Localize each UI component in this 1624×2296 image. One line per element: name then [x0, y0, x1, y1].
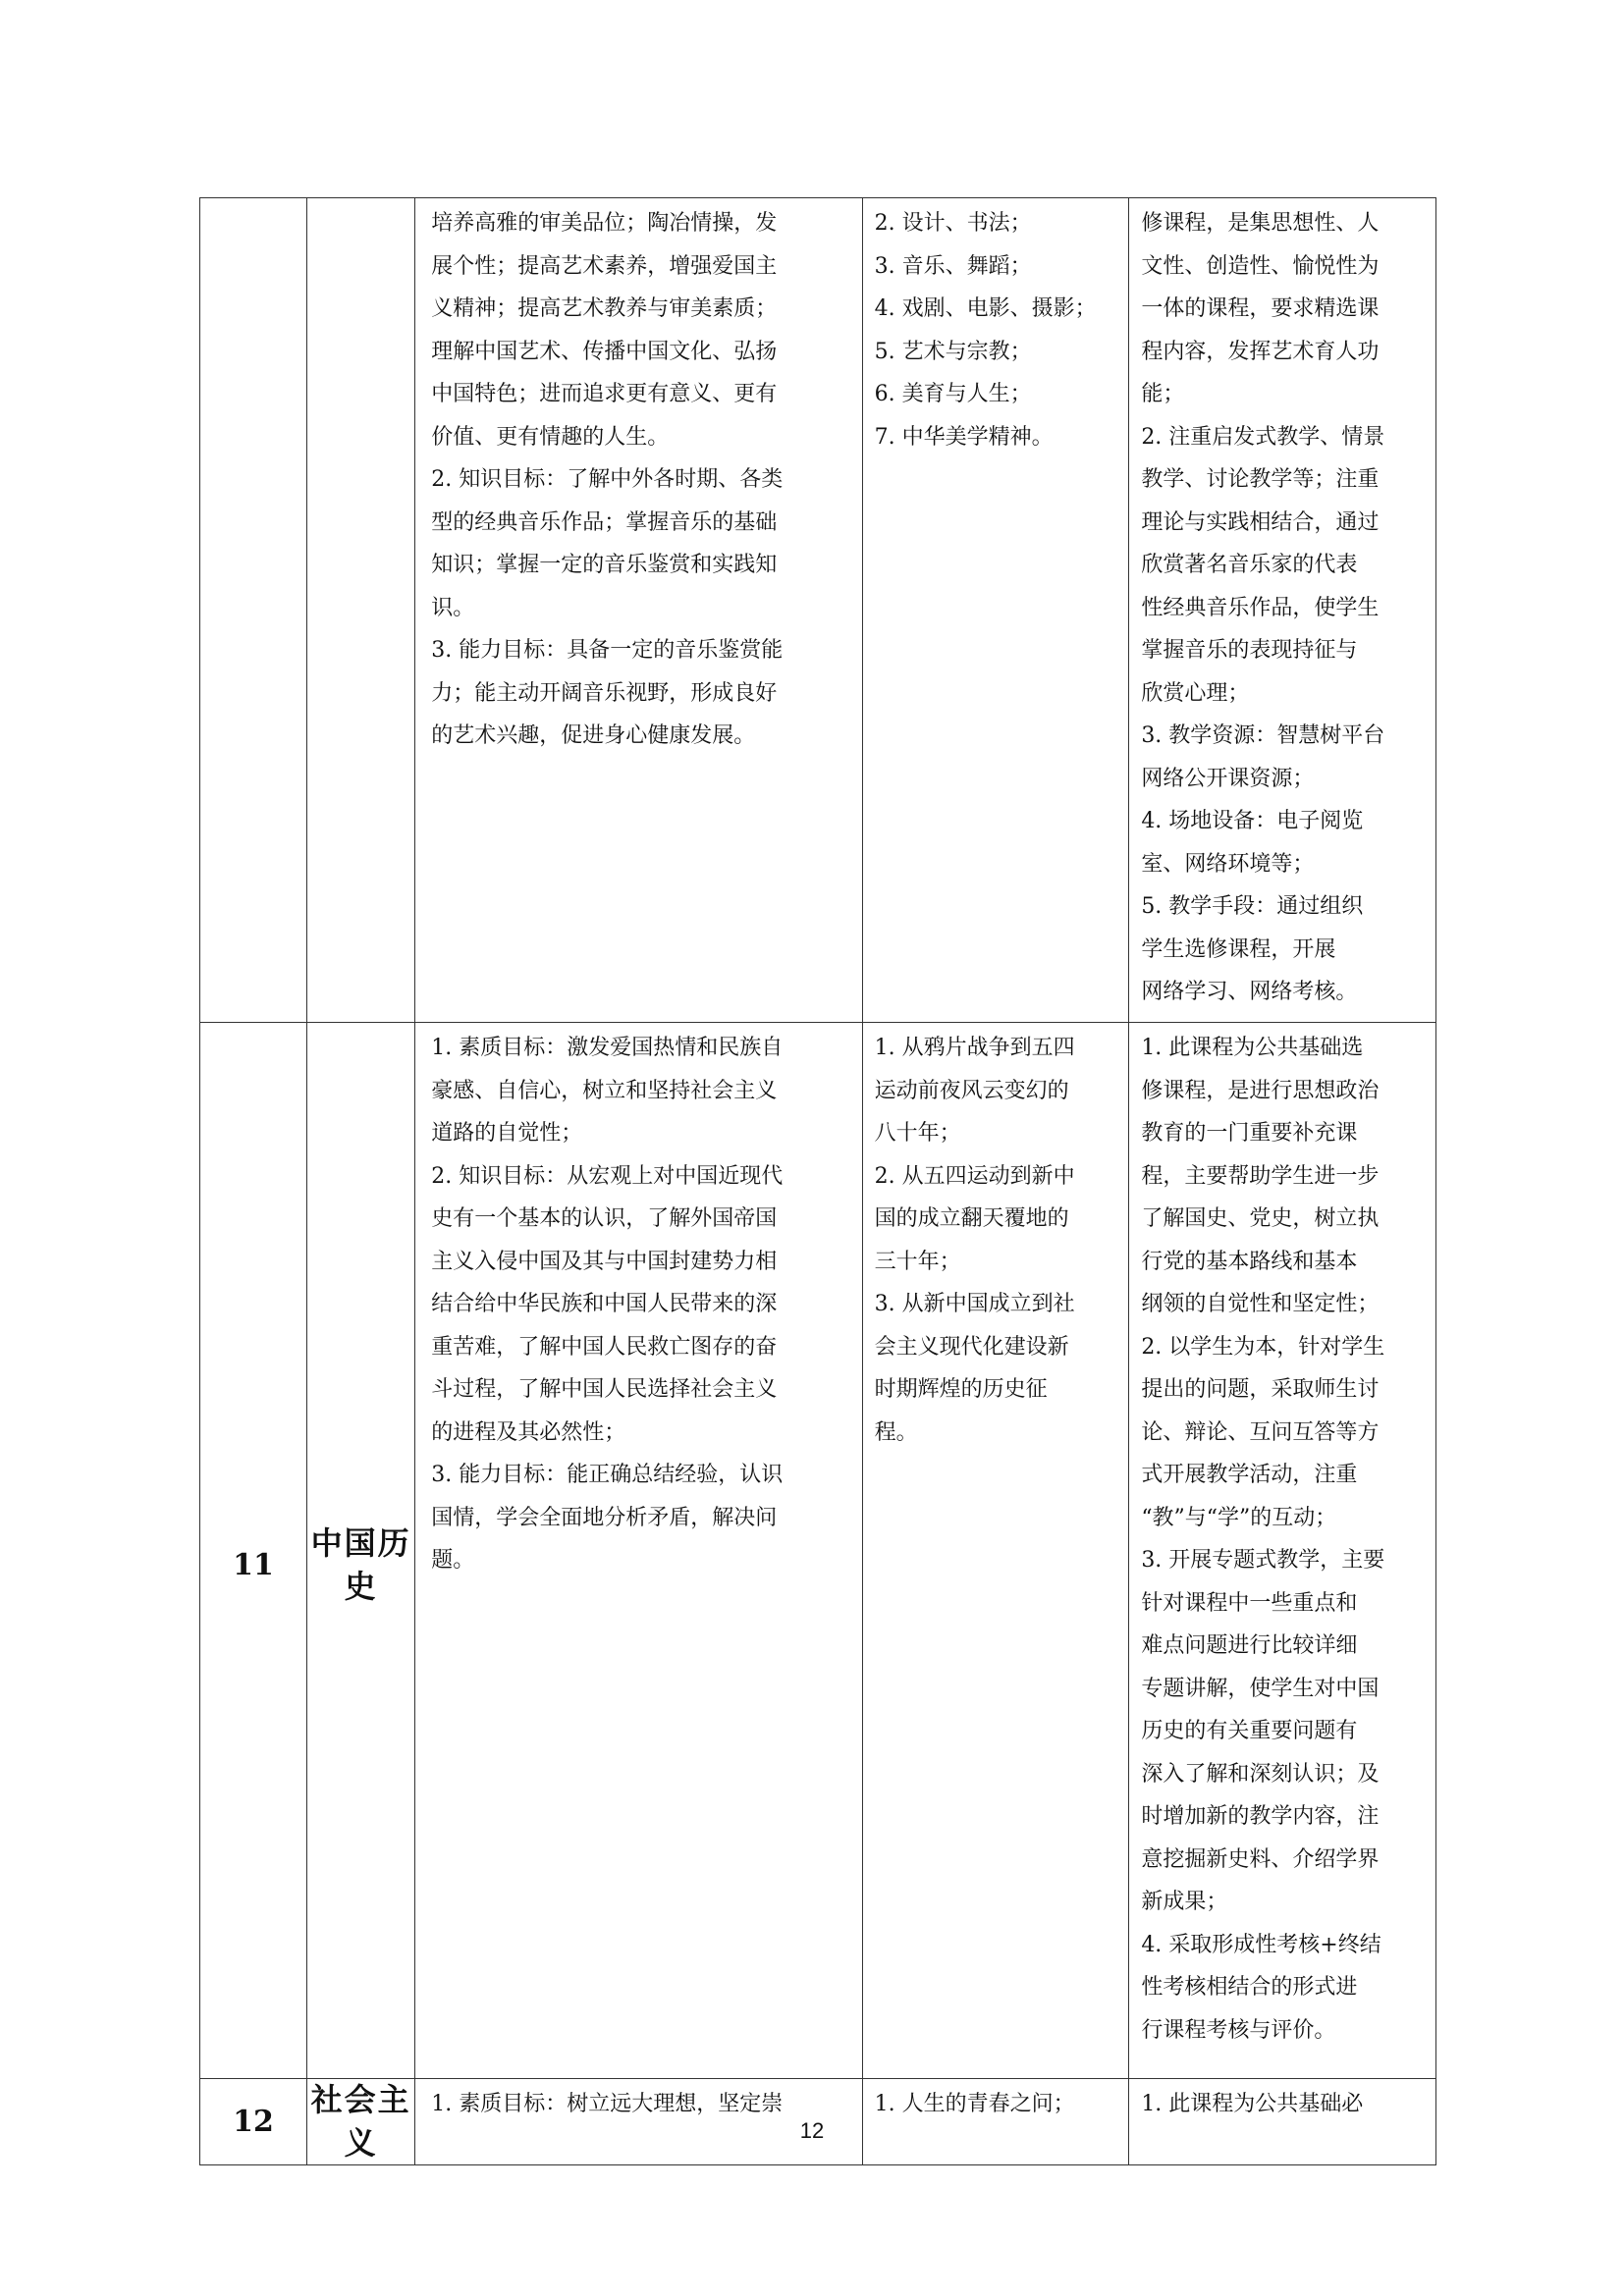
text-line: 4. 采取形成性考核+终结 [1141, 1932, 1381, 1957]
text-line: 程。 [874, 1419, 918, 1445]
course-table [199, 197, 1436, 2165]
text-line: 中国特色；进而追求更有意义、更有 [431, 382, 778, 406]
paragraph [1141, 416, 1426, 716]
text-line: 5. 教学手段：通过组织 [1141, 894, 1364, 919]
text-line: 2. 以学生为本，针对学生 [1141, 1334, 1385, 1360]
course-number-cell: 12 [200, 2079, 307, 2165]
text-line: 一体的课程，要求精选课 [1141, 296, 1380, 321]
text-line: 重苦难，了解中国人民救亡图存的奋 [431, 1334, 778, 1360]
course-name-cell: 社会主义 [307, 2079, 415, 2165]
text-line: 豪感、自信心，树立和坚持社会主义 [431, 1078, 778, 1103]
text-line: 理论与实践相结合，通过 [1141, 509, 1380, 535]
text-line: 3. 能力目标：具备一定的音乐鉴赏能 [431, 638, 784, 663]
text-line: 知识；掌握一定的音乐鉴赏和实践知 [431, 553, 778, 577]
paragraph [431, 1027, 849, 1155]
table-row [200, 198, 1436, 1023]
text-line: 道路的自觉性； [431, 1121, 583, 1146]
paragraph [1141, 1924, 1426, 2053]
paragraph [431, 1454, 849, 1582]
text-line: 网络学习、网络考核。 [1141, 980, 1358, 1004]
text-line: 1. 此课程为公共基础选 [1141, 1036, 1364, 1060]
paragraph [431, 458, 849, 629]
text-line: 了解国史、党史，树立执 [1141, 1206, 1380, 1231]
text-line: 结合给中华民族和中国人民带来的深 [431, 1292, 778, 1316]
text-line: 提出的问题，采取师生讨 [1141, 1377, 1380, 1402]
text-line: “教”与“学”的互动； [1141, 1505, 1337, 1530]
paragraph [875, 1027, 1121, 1155]
content-cell [862, 1023, 1129, 2079]
paragraph [875, 202, 1121, 245]
paragraph [431, 1155, 849, 1455]
text-line: 时期辉煌的历史征 [874, 1377, 1048, 1402]
text-line: 2. 设计、书法； [874, 211, 1032, 236]
text-line: 3. 开展专题式教学，主要 [1141, 1548, 1385, 1573]
text-line: 1. 此课程为公共基础必 [1141, 2092, 1364, 2116]
text-line: 行党的基本路线和基本 [1141, 1249, 1358, 1274]
text-line: 欣赏心理； [1141, 680, 1250, 706]
text-line: 国的成立翻天覆地的 [874, 1206, 1069, 1231]
text-line: 6. 美育与人生； [874, 382, 1032, 406]
text-line: 欣赏著名音乐家的代表 [1141, 553, 1358, 577]
course-number-cell [200, 198, 307, 1023]
text-line: 运动前夜风云变幻的 [874, 1078, 1069, 1103]
text-line: 识。 [431, 595, 475, 620]
paragraph [875, 373, 1121, 416]
paragraph [431, 202, 849, 458]
text-line: 3. 能力目标：能正确总结经验，认识 [431, 1463, 784, 1487]
paragraph [1141, 885, 1426, 1014]
text-line: 专题讲解，使学生对中国 [1141, 1676, 1380, 1701]
text-line: 式开展教学活动，注重 [1141, 1463, 1358, 1487]
text-line: 行课程考核与评价。 [1141, 2017, 1336, 2043]
text-line: 2. 知识目标：从宏观上对中国近现代 [431, 1163, 784, 1189]
paragraph [875, 288, 1121, 331]
paragraph [875, 331, 1121, 374]
objectives-cell [415, 198, 862, 1023]
text-line: 学生选修课程，开展 [1141, 936, 1336, 962]
text-line: 网络公开课资源； [1141, 766, 1315, 791]
text-line: 展个性；提高艺术素养，增强爱国主 [431, 253, 778, 279]
text-line: 型的经典音乐作品；掌握音乐的基础 [431, 509, 778, 535]
text-line: 教学、讨论教学等；注重 [1141, 467, 1380, 492]
text-line: 2. 从五四运动到新中 [874, 1163, 1075, 1189]
paragraph [875, 416, 1121, 459]
paragraph [1141, 202, 1426, 416]
text-line: 价值、更有情趣的人生。 [431, 424, 670, 450]
text-line: 性经典音乐作品，使学生 [1141, 595, 1380, 620]
text-line: 1. 素质目标：激发爱国热情和民族自 [431, 1036, 784, 1060]
paragraph [1141, 715, 1426, 800]
text-line: 7. 中华美学精神。 [874, 424, 1054, 450]
text-line: 4. 戏剧、电影、摄影； [874, 296, 1097, 321]
text-line: 3. 教学资源：智慧树平台 [1141, 723, 1385, 748]
page-number: 12 [799, 2118, 825, 2143]
paragraph [1141, 800, 1426, 885]
text-line: 斗过程，了解中国人民选择社会主义 [431, 1377, 778, 1402]
text-line: 2. 知识目标：了解中外各时期、各类 [431, 467, 784, 492]
text-line: 题。 [431, 1548, 475, 1573]
paragraph [875, 1155, 1121, 1284]
text-line: 1. 从鸦片战争到五四 [874, 1036, 1075, 1060]
text-line: 教育的一门重要补充课 [1141, 1121, 1358, 1146]
text-line: 八十年； [874, 1121, 961, 1146]
text-line: 培养高雅的审美品位；陶冶情操，发 [431, 211, 778, 236]
text-line: 1. 素质目标：树立远大理想，坚定崇 [431, 2092, 784, 2116]
text-line: 3. 从新中国成立到社 [874, 1292, 1075, 1316]
table-row [200, 1023, 1436, 2079]
text-line: 掌握音乐的表现持征与 [1141, 638, 1358, 663]
paragraph [1141, 1027, 1426, 1326]
paragraph [1141, 1326, 1426, 1540]
text-line: 性考核相结合的形式进 [1141, 1975, 1358, 2000]
course-table-body [200, 198, 1436, 2165]
text-line: 3. 音乐、舞蹈； [874, 253, 1032, 279]
text-line: 纲领的自觉性和坚定性； [1141, 1292, 1380, 1316]
text-line: 2. 注重启发式教学、情景 [1141, 424, 1385, 450]
requirements-cell [1129, 198, 1436, 1023]
text-line: 室、网络环境等； [1141, 851, 1315, 877]
course-number-cell: 11 [200, 1023, 307, 2079]
text-line: 4. 场地设备：电子阅览 [1141, 809, 1364, 833]
text-line: 主义入侵中国及其与中国封建势力相 [431, 1249, 778, 1274]
paragraph [875, 245, 1121, 289]
text-line: 1. 人生的青春之问； [874, 2092, 1075, 2116]
text-line: 力；能主动开阔音乐视野，形成良好 [431, 680, 778, 706]
text-line: 论、辩论、互问互答等方 [1141, 1419, 1380, 1445]
requirements-cell [1129, 1023, 1436, 2079]
text-line: 理解中国艺术、传播中国文化、弘扬 [431, 339, 778, 364]
text-line: 修课程，是集思想性、人 [1141, 211, 1380, 236]
content-cell [862, 198, 1129, 1023]
text-line: 5. 艺术与宗教； [874, 339, 1032, 364]
text-line: 难点问题进行比较详细 [1141, 1633, 1358, 1658]
paragraph [1141, 1539, 1426, 1924]
text-line: 义精神；提高艺术教养与审美素质； [431, 296, 778, 321]
text-line: 时增加新的教学内容，注 [1141, 1804, 1380, 1829]
text-line: 历史的有关重要问题有 [1141, 1719, 1358, 1743]
text-line: 的艺术兴趣，促进身心健康发展。 [431, 723, 756, 748]
text-line: 程内容，发挥艺术育人功 [1141, 339, 1380, 364]
text-line: 针对课程中一些重点和 [1141, 1590, 1358, 1616]
text-line: 的进程及其必然性； [431, 1419, 626, 1445]
course-name-cell: 中国历史 [307, 1023, 415, 2079]
objectives-cell [415, 1023, 862, 2079]
text-line: 意挖掘新史料、介绍学界 [1141, 1846, 1380, 1872]
paragraph [431, 629, 849, 758]
text-line: 三十年； [874, 1249, 961, 1274]
text-line: 国情，学会全面地分析矛盾，解决问 [431, 1505, 778, 1530]
paragraph [875, 1283, 1121, 1454]
text-line: 深入了解和深刻认识；及 [1141, 1761, 1380, 1787]
text-line: 能； [1141, 382, 1185, 406]
text-line: 新成果； [1141, 1890, 1228, 1914]
text-line: 修课程，是进行思想政治 [1141, 1078, 1380, 1103]
text-line: 程，主要帮助学生进一步 [1141, 1163, 1380, 1189]
course-name-cell [307, 198, 415, 1023]
text-line: 会主义现代化建设新 [874, 1334, 1069, 1360]
text-line: 史有一个基本的认识，了解外国帝国 [431, 1206, 778, 1231]
text-line: 文性、创造性、愉悦性为 [1141, 253, 1380, 279]
